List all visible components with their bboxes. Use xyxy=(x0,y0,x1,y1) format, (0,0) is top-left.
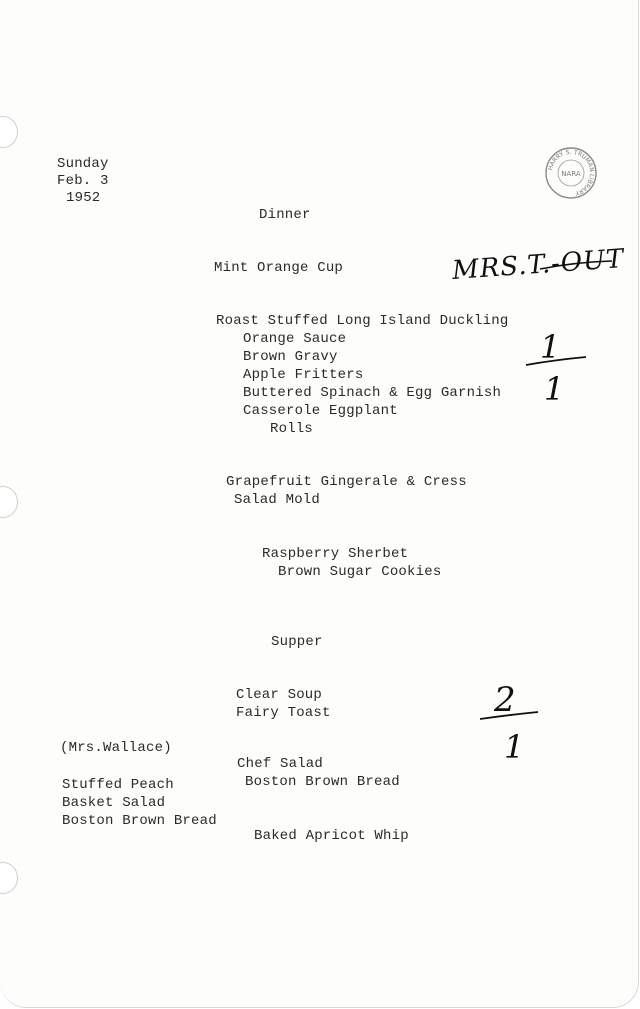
dinner-side-item: Casserole Eggplant xyxy=(243,403,398,419)
dinner-heading: Dinner xyxy=(259,207,311,223)
supper-bread: Boston Brown Bread xyxy=(245,774,400,790)
supper-salad: Chef Salad xyxy=(237,756,324,772)
dinner-main-course: Roast Stuffed Long Island Duckling xyxy=(216,313,509,329)
stamp-ring-text: HARRY S. TRUMAN LIBRARY xyxy=(547,148,596,197)
handwritten-underline xyxy=(538,258,616,272)
dinner-rolls: Rolls xyxy=(270,421,314,437)
supper-heading: Supper xyxy=(271,634,323,650)
dinner-side-item: Apple Fritters xyxy=(243,367,364,383)
dinner-side-item: Buttered Spinach & Egg Garnish xyxy=(243,385,502,401)
supper-fraction-top: 2 xyxy=(494,680,516,720)
day-label: Sunday xyxy=(57,156,109,172)
date-label: Feb. 3 xyxy=(57,173,109,189)
dinner-fraction-bottom: 1 xyxy=(544,370,565,408)
wallace-item: Stuffed Peach xyxy=(62,777,174,793)
dinner-dessert-line2: Brown Sugar Cookies xyxy=(278,564,442,580)
dinner-salad-line1: Grapefruit Gingerale & Cress xyxy=(226,474,467,490)
dinner-appetizer: Mint Orange Cup xyxy=(214,260,344,276)
binder-hole xyxy=(0,116,18,148)
supper-fraction-bottom: 1 xyxy=(504,728,525,766)
dinner-side-item: Orange Sauce xyxy=(243,331,347,347)
wallace-item: Basket Salad xyxy=(62,795,166,811)
supper-fraction-line xyxy=(478,708,542,722)
supper-toast: Fairy Toast xyxy=(236,705,331,721)
handwritten-note: MRS.T.-OUT xyxy=(451,244,626,286)
dinner-fraction-line xyxy=(524,354,590,368)
binder-hole xyxy=(0,486,18,518)
dinner-salad-line2: Salad Mold xyxy=(234,492,321,508)
wallace-item: Boston Brown Bread xyxy=(62,813,217,829)
supper-soup: Clear Soup xyxy=(236,687,323,703)
binder-hole xyxy=(0,862,18,894)
year-label: 1952 xyxy=(66,190,101,206)
dinner-fraction-top: 1 xyxy=(540,328,561,366)
dinner-dessert-line1: Raspberry Sherbet xyxy=(262,546,409,562)
dinner-side-item: Brown Gravy xyxy=(243,349,338,365)
supper-dessert: Baked Apricot Whip xyxy=(254,828,409,844)
wallace-label: (Mrs.Wallace) xyxy=(60,740,172,756)
stamp-center-text: NARA xyxy=(561,170,581,178)
archive-stamp xyxy=(544,146,598,200)
